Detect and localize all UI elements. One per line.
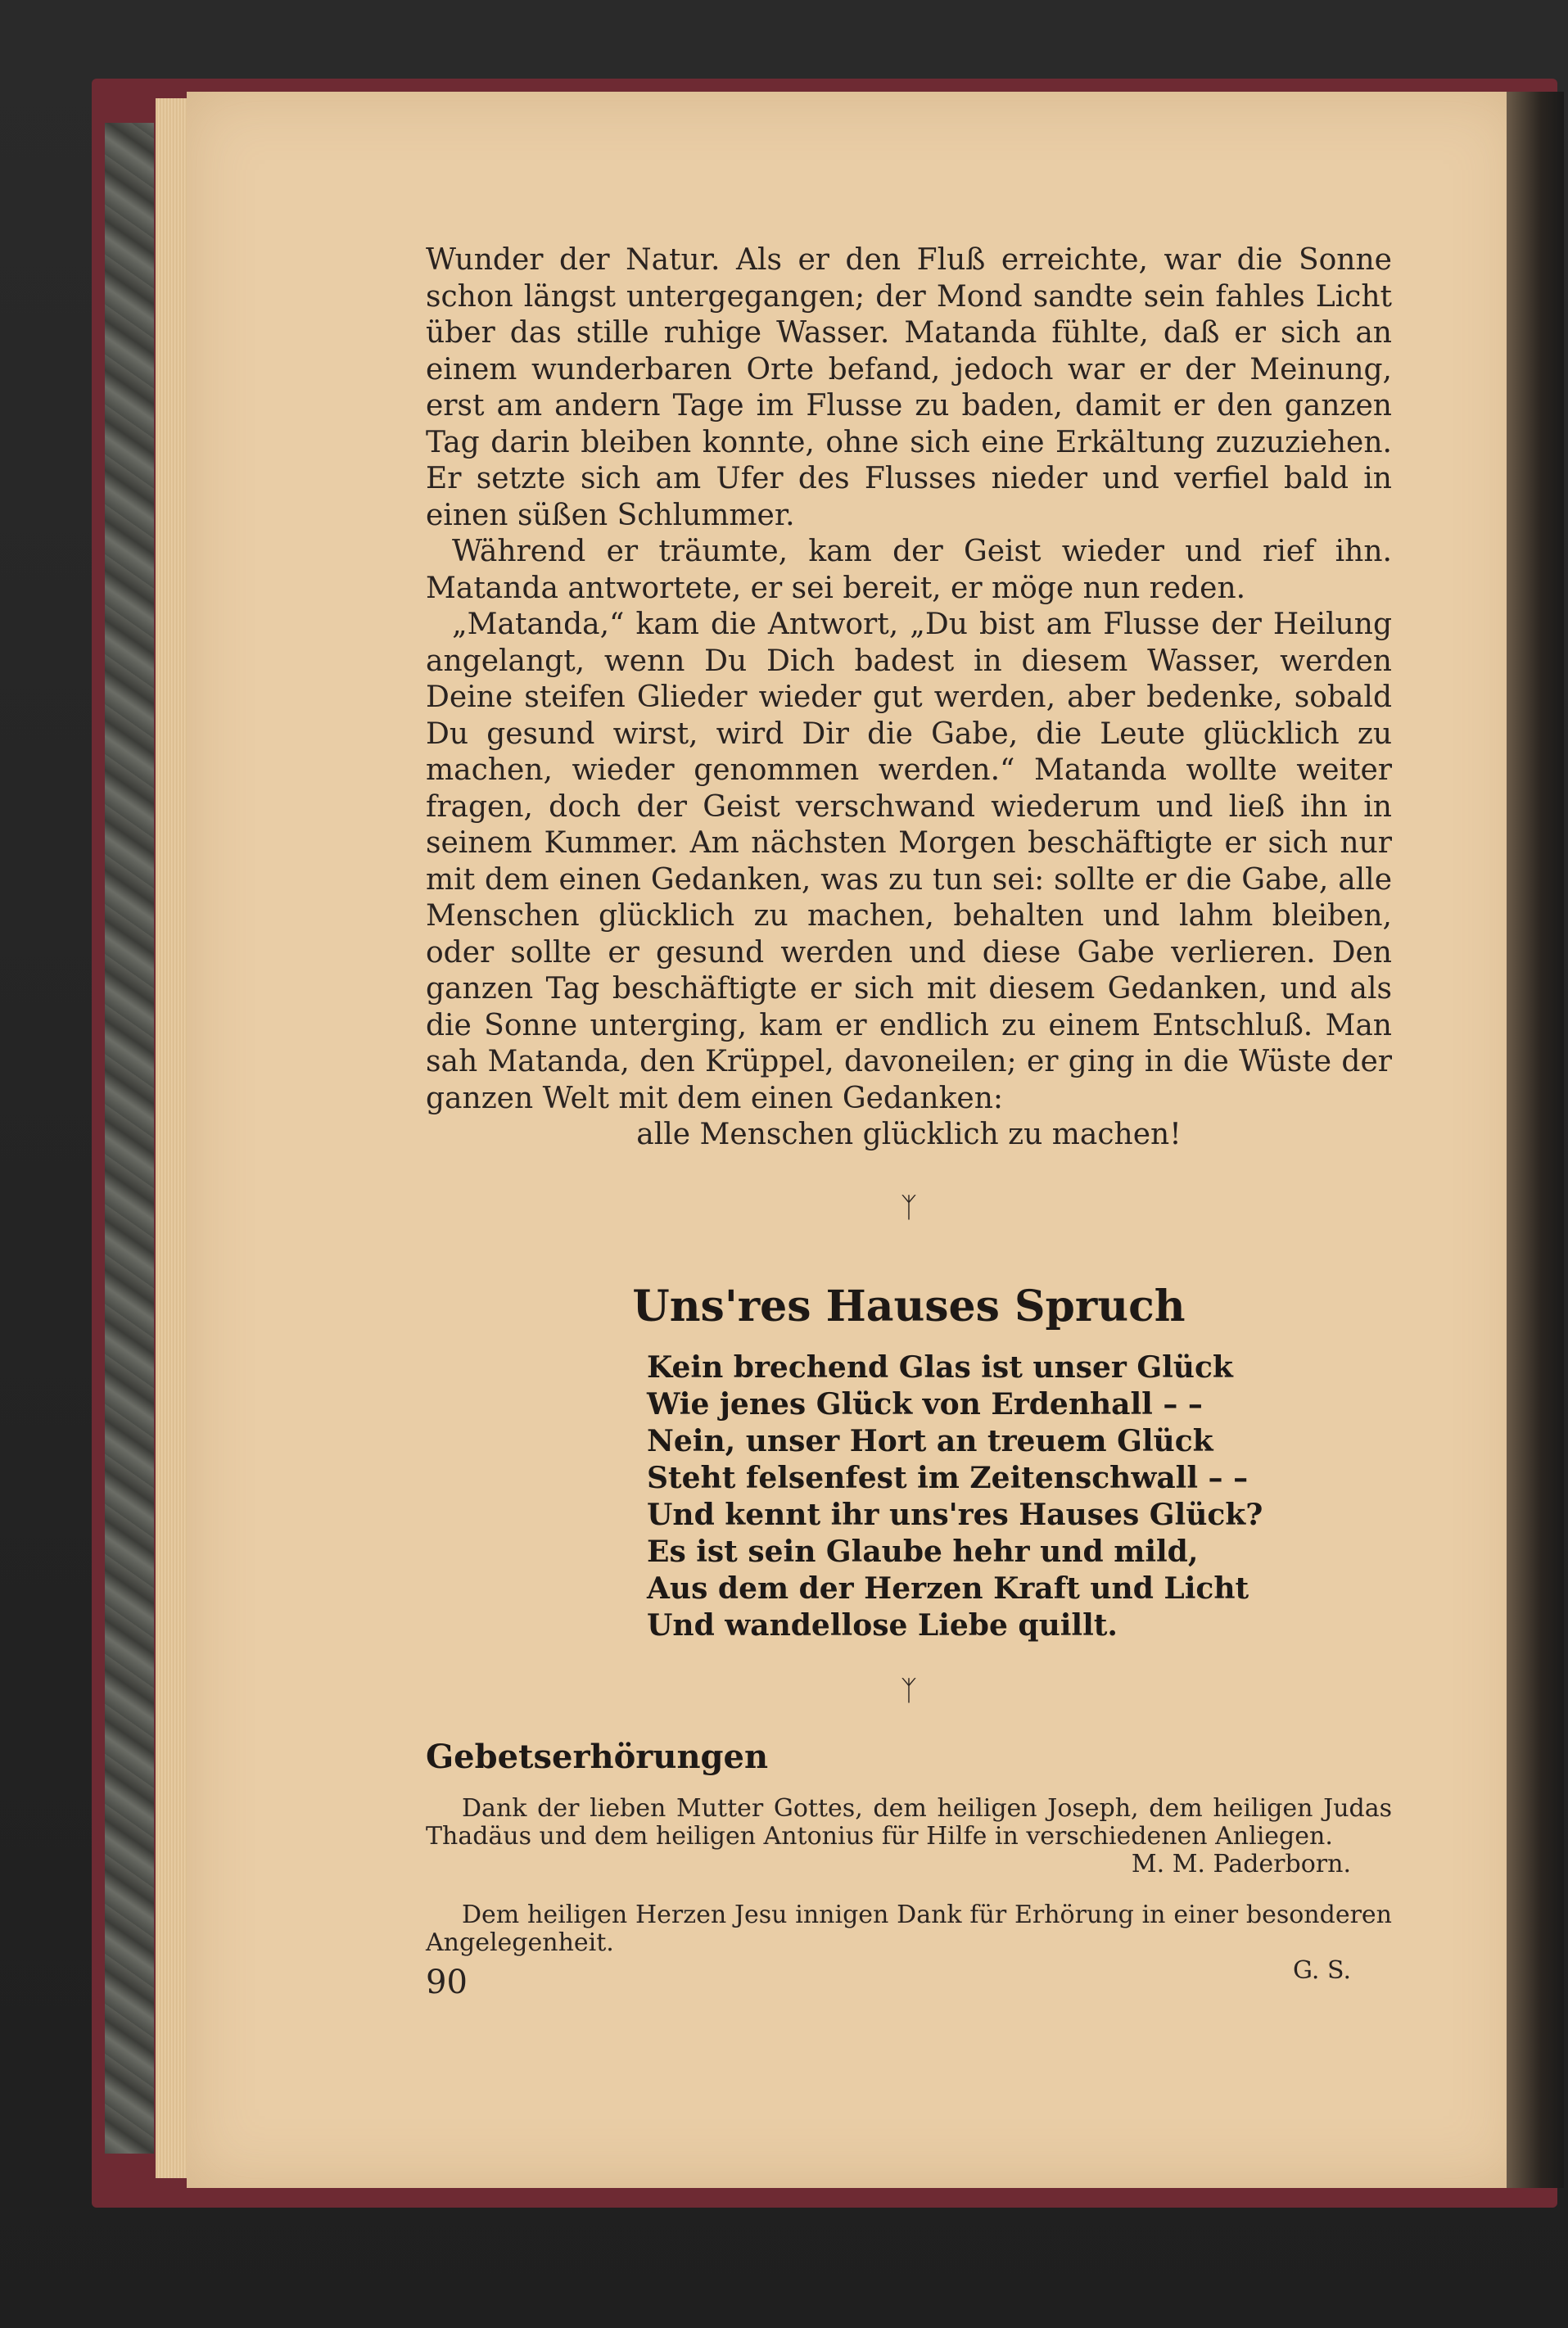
page-gutter xyxy=(1507,92,1564,2188)
notice-text: Dank der lieben Mutter Gottes, dem heiligen Joseph, dem heiligen Judas Thadäus und dem heiligen Antonius für Hilfe in verschiedenen Anliegen. xyxy=(426,1794,1392,1851)
story-paragraph: „Matanda,“ kam die Antwort, „Du bist am Flusse der Heilung angelangt, wenn Du Dich badest in diesem Wasser, werden Deine steifen Glieder wieder gut werden, aber bedenke, sobald Du gesund wirst, wird Dir die Gabe, die Leute glücklich zu machen, wieder genommen werden.“ Matanda wollte weiter fragen, doch der Geist verschwand wiederum und ließ ihn in seinem Kummer. Am nächsten Morgen beschäftigte er sich nur mit dem einen Gedanken, was zu tun sei: sollte er die Gabe, alle Menschen glücklich zu machen, behalten und lahm bleiben, oder sollte er gesund werden und diese Gabe verlieren. Den ganzen Tag beschäftigte er sich mit diesem Gedanken, und als die Sonne unterging, kam er endlich zu einem Entschluß. Man sah Matanda, den Krüppel, davoneilen; er ging in die Wüste der ganzen Welt mit dem einen Gedanken: xyxy=(426,608,1392,1115)
story-paragraph: Wunder der Natur. Als er den Fluß erreichte, war die Sonne schon längst untergegangen; der Mond sandte sein fahles Licht über das stille ruhige Wasser. Matanda fühlte, daß er sich an einem wunderbaren Orte befand, jedoch war er der Meinung, erst am andern Tage im Flusse zu baden, damit er den ganzen Tag darin bleiben konnte, ohne sich eine Erkältung zuzuziehen. Er setzte sich am Ufer des Flusses nieder und verfiel bald in einen süßen Schlummer. xyxy=(426,243,1392,532)
ornament-divider: ᛉ xyxy=(900,1191,918,1224)
poem-line: Es ist sein Glaube hehr und mild, xyxy=(647,1535,1199,1569)
section-heading: Gebetserhörungen xyxy=(426,1738,769,1776)
prayer-notice xyxy=(426,1795,1392,1878)
poem-line: Und kennt ihr uns'res Hauses Glück? xyxy=(647,1498,1263,1532)
poem-title: Uns'res Hauses Spruch xyxy=(632,1282,1186,1331)
story-paragraph: Während er träumte, kam der Geist wieder und rief ihn. Matanda antwortete, er sei bereit, er möge nun reden. xyxy=(426,535,1392,605)
page-number: 90 xyxy=(426,1964,468,2001)
poem-line: Und wandellose Liebe quillt. xyxy=(647,1608,1118,1643)
page-edges xyxy=(156,98,188,2178)
poem xyxy=(647,1349,1302,1644)
poem-line: Kein brechend Glas ist unser Glück xyxy=(647,1350,1233,1385)
notice-signature: M. M. Paderborn. xyxy=(1131,1850,1351,1878)
prayer-notice xyxy=(426,1901,1392,1985)
poem-line: Aus dem der Herzen Kraft und Licht xyxy=(647,1571,1249,1606)
poem-line: Steht felsenfest im Zeitenschwall – – xyxy=(647,1461,1249,1495)
ornament-divider: ᛉ xyxy=(900,1675,918,1707)
poem-line: Wie jenes Glück von Erdenhall – – xyxy=(647,1387,1203,1422)
poem-line: Nein, unser Hort an treuem Glück xyxy=(647,1424,1213,1458)
story-closing-line: alle Menschen glücklich zu machen! xyxy=(636,1118,1182,1151)
notice-signature: G. S. xyxy=(1293,1956,1351,1985)
notice-text: Dem heiligen Herzen Jesu innigen Dank für Erhörung in einer besonderen Angelegenheit. xyxy=(426,1901,1392,1957)
marbled-board xyxy=(105,123,154,2154)
story-text xyxy=(426,242,1392,1154)
